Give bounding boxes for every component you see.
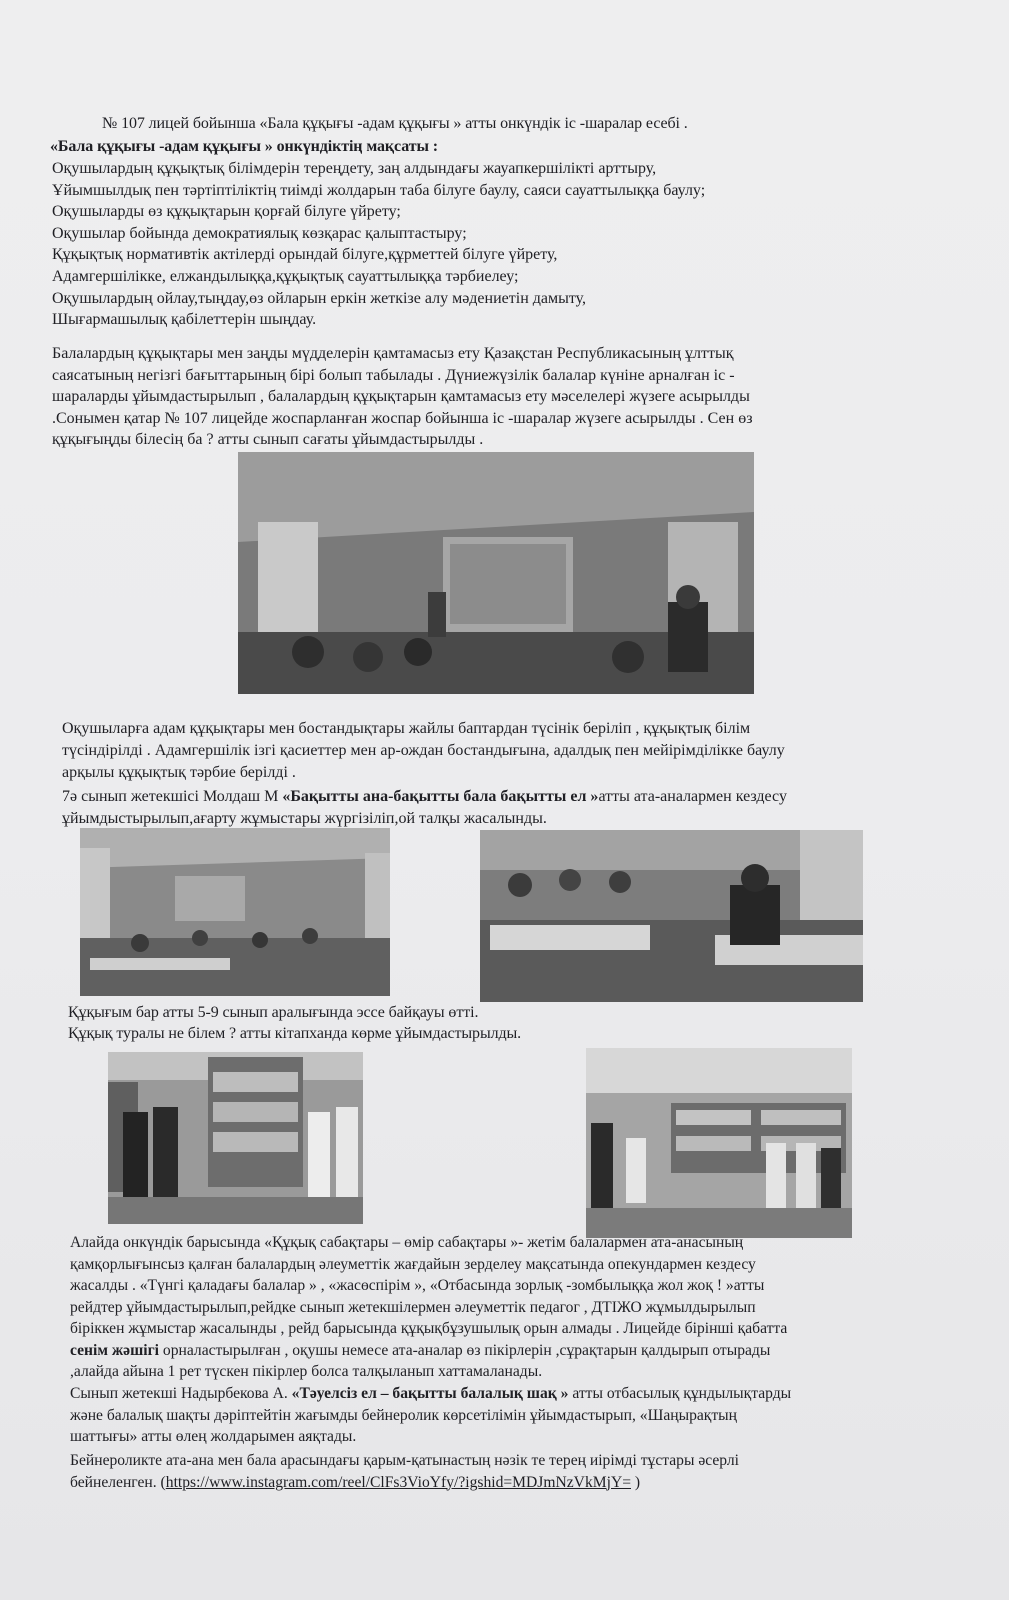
paragraph-line: түсіндірілді . Адамгершілік ізгі қасиеттер мен ар-ождан бостандығына, адалдық пен мейірімділікке баулу xyxy=(62,742,785,759)
intro-line: Балалардың құқықтары мен заңды мүдделерін қамтамасыз ету Қазақстан Республикасының ұлттық xyxy=(52,345,734,362)
paragraph-line: Алайда онкүндік барысында «Құқық сабақтары – өмір сабақтары »- жетім балалармен ата-анасының xyxy=(70,1234,744,1251)
parents-meeting-photo-1 xyxy=(80,828,390,996)
library-exhibition-photo-1 xyxy=(108,1052,363,1224)
paragraph-line: жасалды . «Түнгі қаладағы балалар » , «жасөспірім », «Отбасында зорлық -зомбылыққа жол жоқ ! »атты xyxy=(70,1277,765,1294)
goal-item: Оқушылардың құқықтық білімдерін тереңдету, заң алдындағы жауапкершілікті арттыру, xyxy=(52,160,657,177)
library-exhibition-photo-2 xyxy=(586,1048,852,1238)
paragraph-line: қамқорлығынсыз қалған балалардың әлеуметтік жағдайын зерделеу мақсатында опекундармен кездесу xyxy=(70,1255,756,1273)
instagram-link[interactable]: https://www.instagram.com/reel/ClFs3VioYfy/?igshid=MDJmNzVkMjY= xyxy=(165,1473,631,1491)
event-title: «Тәуелсіз ел – бақытты балалық шақ » xyxy=(291,1385,569,1402)
classroom-hour-photo xyxy=(238,452,754,694)
paragraph-line: арқылы құқықтық тәрбие берілді . xyxy=(62,764,296,781)
intro-line: шараларды ұйымдастырылып , балалардың құқықтарын қамтамасыз ету мәселелері жүзеге асырылды xyxy=(52,388,750,406)
paragraph-text: Сынып жетекші Надырбекова А. xyxy=(70,1385,292,1402)
paragraph-text: атты ата-аналармен кездесу xyxy=(598,788,787,805)
video-description-paragraph xyxy=(70,1450,739,1493)
goal-item: Оқушылардың ойлау,тыңдау,өз ойларын еркін жеткізе алу мәдениетін дамыту, xyxy=(52,289,587,307)
paragraph-line: Оқушыларға адам құқықтары мен бостандықтары жайлы баптардан түсінік беріліп , құқықтық білім xyxy=(62,720,751,737)
paragraph-line: шаттығы» атты өлең жолдарымен аяқтады. xyxy=(70,1428,357,1445)
parents-meeting-photo-2 xyxy=(480,830,863,1002)
parents-meeting-paragraph xyxy=(62,786,787,830)
paragraph-text: бейнеленген. ( xyxy=(70,1473,166,1491)
intro-paragraph xyxy=(52,343,753,451)
paragraph-text: атты отбасылық құндылықтарды xyxy=(568,1385,792,1402)
rights-paragraph xyxy=(62,718,785,784)
goal-item: Адамгершілікке, елжандылыққа,құқықтық сауаттылыққа тәрбиелеу; xyxy=(52,267,519,285)
paragraph-line: біріккен жұмыстар жасалынды , рейд барысында құқықбұзушылық орын алмады . Лицейде бірінші қабатта xyxy=(70,1320,788,1337)
paragraph-text: ) xyxy=(631,1473,641,1491)
essay-contest-line: Құқығым бар атты 5-9 сынып аралығында эссе байқауы өтті. xyxy=(68,1004,479,1021)
intro-line: саясатының негізгі бағыттарының бірі болып табылады . Дүниежүзілік балалар күніне арналған іс - xyxy=(52,366,735,384)
report-heading: № 107 лицей бойынша «Бала құқығы -адам құқығы » атты онкүндік іс -шаралар есебі . xyxy=(102,115,688,132)
exhibition-line: Құқық туралы не білем ? атты кітапханда көрме ұйымдастырылды. xyxy=(68,1025,522,1042)
goals-title: «Бала құқығы -адам құқығы » онкүндіктің мақсаты : xyxy=(50,138,438,155)
paragraph-line: Бейнероликте ата-ана мен бала арасындағы қарым-қатынастың нәзік те терең иірімді тұстары әсерлі xyxy=(70,1452,740,1469)
goals-list xyxy=(52,158,705,331)
goal-item: Құқықтық нормативтік актілерді орындай білуге,құрметтей білуге үйрету, xyxy=(52,246,558,264)
paragraph-text: орналастырылған , оқушы немесе ата-аналар өз пікірлерін ,сұрақтарын қалдырып отырады xyxy=(159,1341,771,1359)
paragraph-line: және балалық шақты дәріптейтін жағымды бейнеролик көрсетілімін ұйымдастырып, «Шаңырақтың xyxy=(70,1406,737,1424)
trust-box-term: сенім жәшігі xyxy=(70,1341,160,1359)
paragraph-line: ұйымдыстырылып,ағарту жұмыстары жүргізіліп,ой талқы жасалынды. xyxy=(62,810,547,827)
goal-item: Шығармашылық қабілеттерін шыңдау. xyxy=(52,311,317,329)
paragraph-text: 7ә сынып жетекшісі Молдаш М xyxy=(62,788,283,805)
intro-line: құқығыңды білесің ба ? атты сынып сағаты ұйымдастырылды . xyxy=(52,431,484,449)
event-title: «Бақытты ана-бақытты бала бақытты ел » xyxy=(282,788,599,805)
goal-item: Ұйымшылдық пен тәртіптіліктің тиімді жолдарын таба білуге баулу, саяси сауаттылыққа баулу; xyxy=(52,181,706,199)
video-paragraph xyxy=(70,1383,791,1448)
lessons-paragraph xyxy=(70,1232,787,1383)
goal-item: Оқушыларды өз құқықтарын қорғай білуге үйрету; xyxy=(52,203,401,221)
paragraph-line: ,алайда айына 1 рет түскен пікірлер болса талқыланып хаттамаланады. xyxy=(70,1363,543,1380)
intro-line: .Сонымен қатар № 107 лицейде жоспарланған жоспар бойынша іс -шаралар жүзеге асырылды . Сен өз xyxy=(52,409,753,427)
goal-item: Оқушылар бойында демократиялық көзқарас қалыптастыру; xyxy=(52,224,467,242)
paragraph-line: рейдтер ұйымдастырылып,рейдке сынып жетекшілермен әлеуметтік педагог , ДТІЖО жұмылдырылып xyxy=(70,1298,756,1316)
